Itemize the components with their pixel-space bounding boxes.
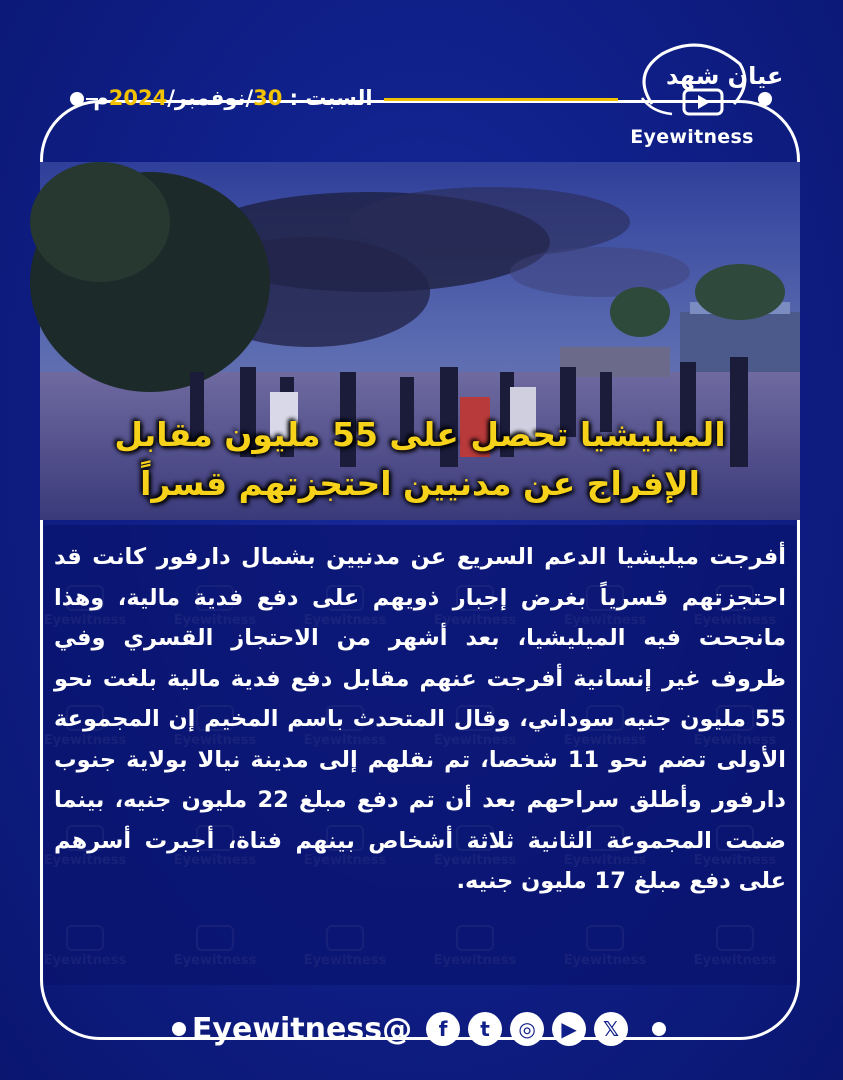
social-handle[interactable]: Eyewitness@: [191, 1011, 413, 1047]
date-suffix: م: [93, 86, 109, 110]
date-year: 2024: [108, 86, 168, 110]
top-gold-rule: [384, 98, 618, 101]
post-date: [88, 86, 378, 110]
top-left-dot: [70, 92, 84, 106]
logo-emblem-icon: [622, 34, 784, 130]
social-footer: [130, 1007, 690, 1051]
logo-brand-text: Eyewitness: [630, 126, 754, 148]
date-separator: /: [245, 86, 254, 110]
instagram-icon[interactable]: ◎: [510, 1012, 544, 1046]
date-separator: /: [167, 86, 175, 110]
headline-line-1: الميليشيا تحصل على 55 مليون مقابل: [114, 415, 726, 454]
headline: [60, 410, 780, 508]
date-month: نوفمبر: [174, 86, 246, 110]
facebook-icon[interactable]: f: [426, 1012, 460, 1046]
article-body: أفرجت ميليشيا الدعم السريع عن مدنيين بشمال دارفور كانت قد احتجزتهم قسرياً بغرض إجبار ذويهم على دفع فدية مالية، وهذا مانجحت فيه الميليشيا، بعد أشهر من الاحتجاز القسري وفي ظروف غير إنسانية أفرجت عنهم مقابل دفع فدية مالية بلغت نحو 55 مليون جنيه سوداني، وقال المتحدث باسم المخيم إن المجموعة الأولى تضم نحو 11 شخصا، تم نقلهم إلى مدينة نيالا بولاية جنوب دارفور وأطلق سراحهم بعد أن تم دفع مبلغ 22 مليون جنيه، بينما ضمت المجموعة الثانية ثلاثة أشخاص بينهم فتاة، أجبرت أسرهم على دفع مبلغ 17 مليون جنيه.: [44, 525, 796, 985]
date-number: 30: [253, 86, 283, 110]
headline-line-2: الإفراج عن مدنيين احتجزتهم قسراً: [140, 464, 700, 503]
twitter-icon[interactable]: t: [468, 1012, 502, 1046]
x-icon[interactable]: 𝕏: [594, 1012, 628, 1046]
logo-arabic-text: عيان شهد: [666, 62, 784, 90]
youtube-icon[interactable]: ▶: [552, 1012, 586, 1046]
eyewitness-logo: [622, 34, 784, 152]
date-day: السبت :: [282, 86, 373, 110]
